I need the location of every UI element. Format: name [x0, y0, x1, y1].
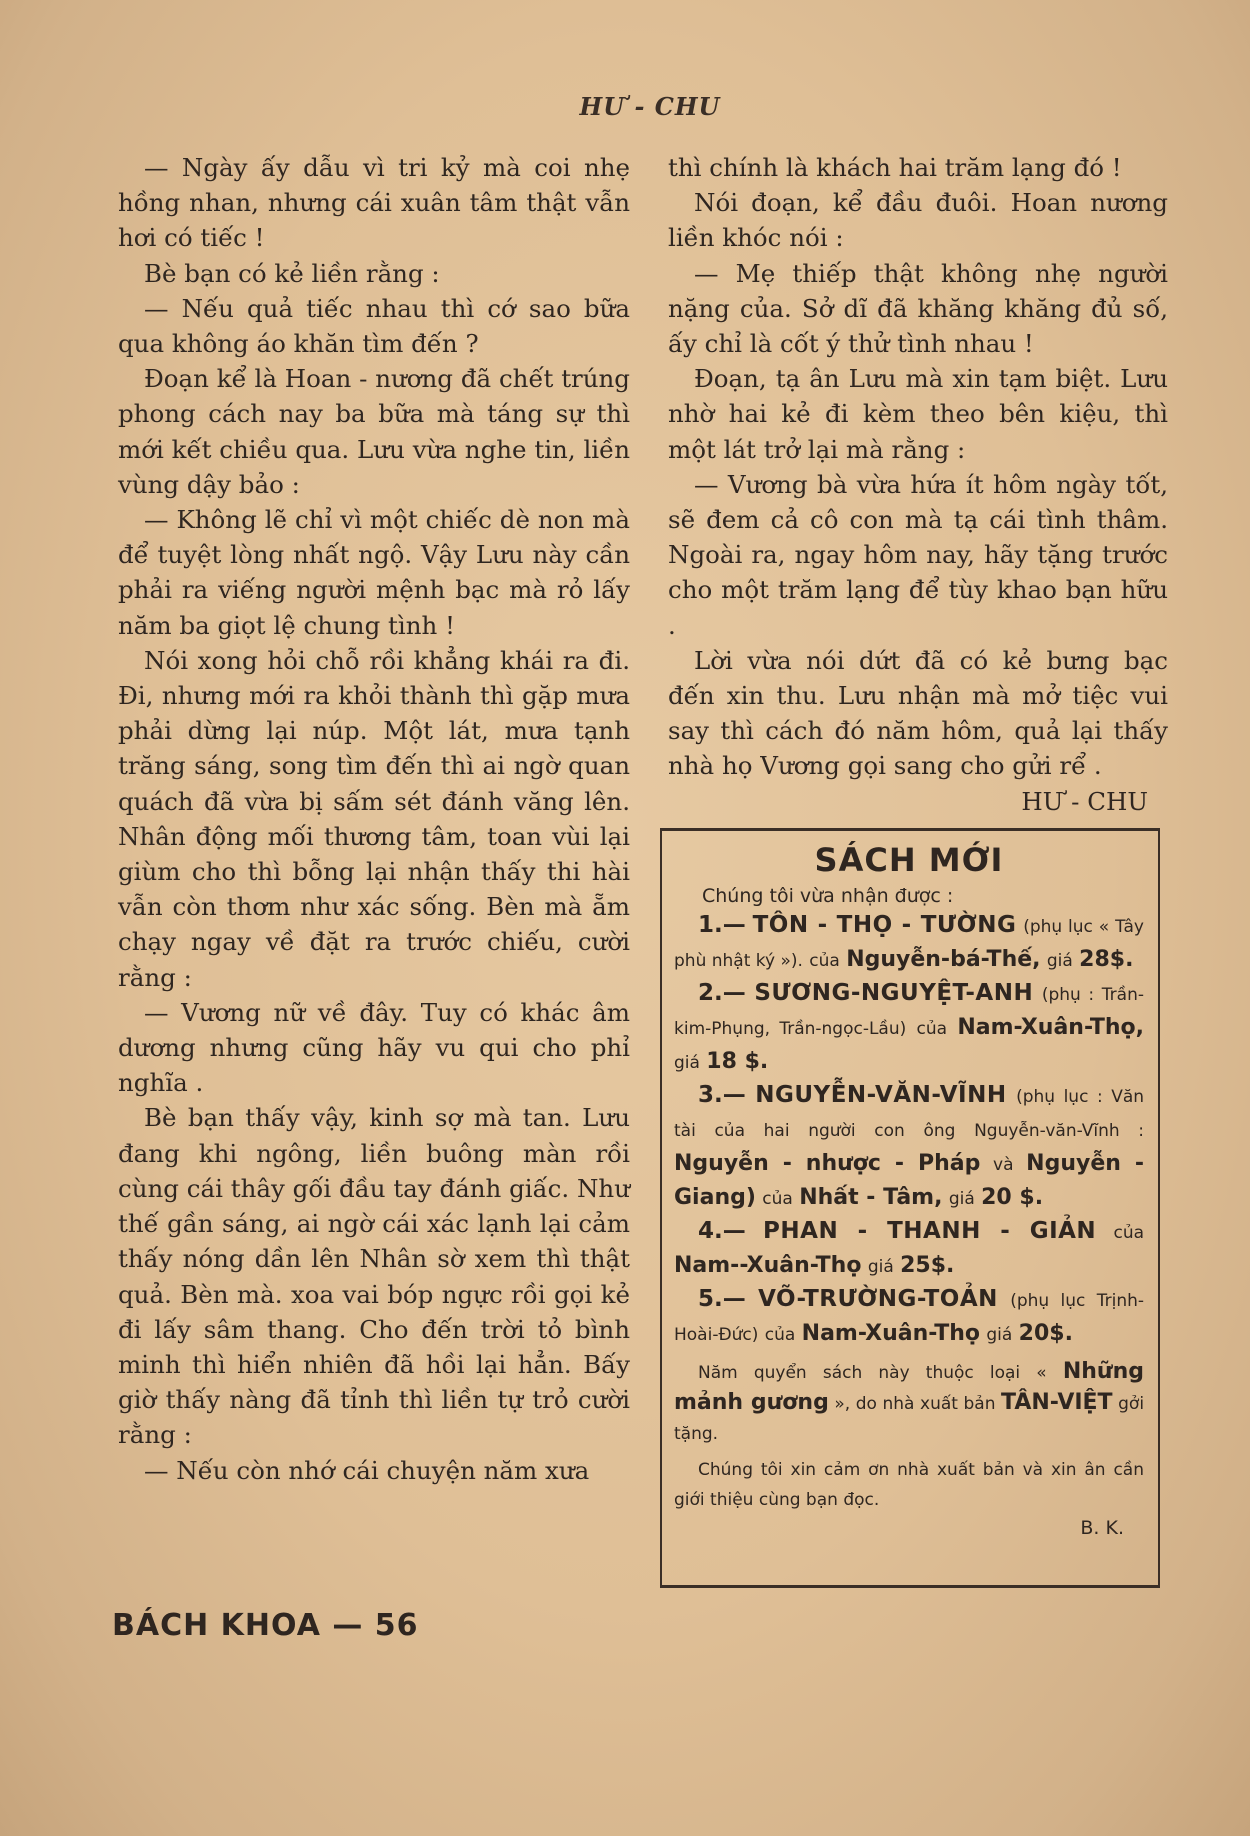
book-item: 5.— VÕ-TRƯỜNG-TOẢN (phụ lục Trịnh-Hoài-Đức) của Nam-Xuân-Thọ giá 20$. [674, 1286, 1145, 1346]
new-books-title: SÁCH MỚI [814, 841, 1004, 879]
right-column [668, 150, 1168, 819]
paragraph: — Nếu quả tiếc nhau thì cớ sao bữa qua không áo khăn tìm đến ? [118, 293, 630, 359]
new-books-note: Năm quyển sách này thuộc loại « Những mảnh gương », do nhà xuất bản TÂN-VIỆT gởi tặng. [674, 1359, 1145, 1444]
paragraph: thì chính là khách hai trăm lạng đó ! [668, 153, 1122, 182]
new-books-signature: B. K. [1080, 1517, 1124, 1539]
paragraph: — Không lẽ chỉ vì một chiếc dè non mà để tuyệt lòng nhất ngộ. Vậy Lưu này cần phải ra viếng người mệnh bạc mà rỏ lấy năm ba giọt lệ chung tình ! [118, 505, 630, 640]
new-books-thanks: Chúng tôi xin cảm ơn nhà xuất bản và xin ân cần giới thiệu cùng bạn đọc. [674, 1460, 1144, 1510]
paragraph: Bè bạn thấy vậy, kinh sợ mà tan. Lưu đang khi ngông, liền buông màn rồi cùng cái thây gối đầu tay đánh giấc. Như thế gần sáng, ai ngờ cái xác lạnh lại cảm thấy nóng dần lên Nhân sờ xem thì thật quả. Bèn mà. xoa vai bóp ngực rồi gọi kẻ đi lấy sâm thang. Cho đến trời tỏ bình minh thì hiển nhiên đã hồi lại hẳn. Bấy giờ thấy nàng đã tỉnh thì liền tự trỏ cười rằng : [118, 1103, 630, 1450]
paragraph: Lời vừa nói dứt đã có kẻ bưng bạc đến xin thu. Lưu nhận mà mở tiệc vui say thì cách đó năm hôm, quả lại thấy nhà họ Vương gọi sang cho gửi rể . [668, 645, 1168, 781]
paragraph: Đoạn kể là Hoan - nương đã chết trúng phong cách nay ba bữa mà táng sự thì mới kết chiều qua. Lưu vừa nghe tin, liền vùng dậy bảo : [118, 364, 630, 499]
paragraph: — Vương bà vừa hứa ít hôm ngày tốt, sẽ đem cả cô con mà tạ cái tình thâm. Ngoài ra, ngay hôm nay, hãy tặng trước cho một trăm lạng để tùy khao bạn hữu . [668, 469, 1168, 640]
new-books-box [660, 828, 1160, 1588]
left-column [118, 150, 630, 1488]
new-books-intro: Chúng tôi vừa nhận được : [702, 885, 954, 907]
book-item: 2.— SƯƠNG-NGUYỆT-ANH (phụ : Trần-kim-Phụng, Trần-ngọc-Lầu) của Nam-Xuân-Thọ, giá 18 $. [674, 980, 1145, 1074]
page-footer: BÁCH KHOA — 56 [112, 1608, 419, 1643]
paragraph: Đoạn, tạ ân Lưu mà xin tạm biệt. Lưu nhờ hai kẻ đi kèm theo bên kiệu, thì một lát trở lại mà rằng : [668, 364, 1168, 464]
paragraph: Nói xong hỏi chỗ rồi khẳng khái ra đi. Đi, nhưng mới ra khỏi thành thì gặp mưa phải dừng lại núp. Một lát, mưa tạnh trăng sáng, song tìm đến thì ai ngờ quan quách đã vừa bị sấm sét đánh văng lên. Nhân động mối thương tâm, toan vùi lại giùm cho thì bỗng lại nhận thấy thi hài vẫn còn thơm như xác sống. Bèn mà ẵm chạy ngay về đặt ra trước chiếu, cười rằng : [118, 645, 630, 992]
paragraph: — Ngày ấy dẫu vì tri kỷ mà coi nhẹ hồng nhan, nhưng cái xuân tâm thật vẫn hơi có tiếc ! [118, 153, 630, 253]
paragraph: — Vương nữ về đây. Tuy có khác âm dương nhưng cũng hãy vu qui cho phỉ nghĩa . [118, 997, 630, 1098]
paragraph: Nói đoạn, kể đầu đuôi. Hoan nương liền khóc nói : [668, 188, 1168, 253]
page-header: HƯ - CHU [579, 92, 721, 121]
paragraph: Bè bạn có kẻ liền rằng : [144, 258, 440, 288]
paragraph: — Nếu còn nhớ cái chuyện năm xưa [144, 1455, 590, 1485]
story-signature: HƯ - CHU [1021, 786, 1148, 816]
book-item: 4.— PHAN - THANH - GIẢN của Nam--Xuân-Thọ giá 25$. [674, 1218, 1145, 1278]
book-item: 3.— NGUYỄN-VĂN-VĨNH (phụ lục : Văn tài của hai người con ông Nguyễn-văn-Vĩnh : Nguyễn - nhược - Pháp và Nguyễn - Giang) của Nhất - Tâm, giá 20 $. [674, 1082, 1145, 1210]
paragraph: — Mẹ thiếp thật không nhẹ người nặng của. Sở dĩ đã khăng khăng đủ số, ấy chỉ là cốt ý thử tình nhau ! [668, 258, 1168, 359]
book-item: 1.— TÔN - THỌ - TƯỜNG (phụ lục « Tây phù nhật ký »). của Nguyễn-bá-Thế, giá 28$. [674, 912, 1144, 972]
